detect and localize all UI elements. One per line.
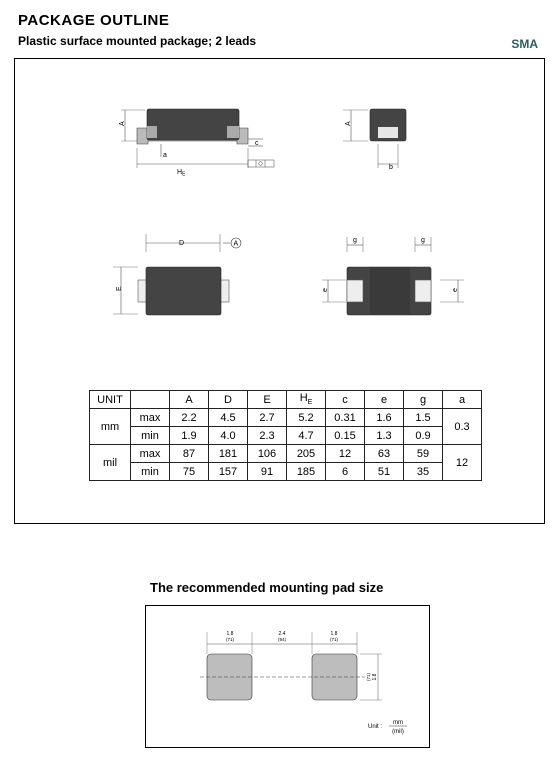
value-cell: 205 <box>287 445 326 463</box>
value-cell: 91 <box>248 463 287 481</box>
dim-left-mm: 1.8 <box>226 631 234 637</box>
value-cell: 2.2 <box>170 409 209 427</box>
label-E: E <box>116 286 123 291</box>
value-cell: 63 <box>365 445 404 463</box>
label-b: b <box>389 164 393 171</box>
label-D: D <box>179 240 185 247</box>
table-row <box>90 409 482 427</box>
unit-cell: mil <box>90 445 131 481</box>
dimension-table <box>89 390 482 481</box>
dim-right-mm: 1.8 <box>330 631 338 637</box>
value-cell: 59 <box>404 445 443 463</box>
value-cell: 1.9 <box>170 427 209 445</box>
pad-section-title: The recommended mounting pad size <box>150 580 384 595</box>
value-cell: 157 <box>209 463 248 481</box>
value-cell: 51 <box>365 463 404 481</box>
label-e-left: e <box>322 288 329 292</box>
value-cell: 4.5 <box>209 409 248 427</box>
table-row <box>90 427 482 445</box>
value-cell: 0.15 <box>326 427 365 445</box>
value-cell: 35 <box>404 463 443 481</box>
value-cell: 181 <box>209 445 248 463</box>
value-cell: 185 <box>287 463 326 481</box>
label-A: A <box>119 121 126 126</box>
header-cell: E <box>248 391 287 409</box>
a-cell: 12 <box>443 445 482 481</box>
value-cell: 87 <box>170 445 209 463</box>
value-cell: 1.3 <box>365 427 404 445</box>
value-cell: 4.0 <box>209 427 248 445</box>
value-cell: 6 <box>326 463 365 481</box>
header-cell: e <box>365 391 404 409</box>
label-A-end: A <box>345 121 352 126</box>
value-cell: 0.9 <box>404 427 443 445</box>
label-g-right: g <box>421 237 425 244</box>
top-view-drawing <box>110 232 260 322</box>
dim-height-mil: (71) <box>366 672 371 682</box>
dim-left-mil: (71) <box>225 637 235 642</box>
value-cell: 12 <box>326 445 365 463</box>
header-cell: D <box>209 391 248 409</box>
page-title: PACKAGE OUTLINE <box>18 12 170 29</box>
side-view-drawing <box>105 100 285 185</box>
bottom-view-drawing <box>318 232 468 322</box>
header-cell: a <box>443 391 482 409</box>
label-a: a <box>163 152 167 159</box>
value-cell: 1.5 <box>404 409 443 427</box>
value-cell: 5.2 <box>287 409 326 427</box>
header-cell: g <box>404 391 443 409</box>
value-cell: 106 <box>248 445 287 463</box>
header-cell <box>131 391 170 409</box>
page-subtitle: Plastic surface mounted package; 2 leads <box>18 34 257 48</box>
unit-label: Unit : <box>368 724 383 730</box>
unit-numerator: mm <box>393 720 403 726</box>
value-cell: 0.31 <box>326 409 365 427</box>
dim-gap-mm: 2.4 <box>278 631 286 637</box>
value-cell: 75 <box>170 463 209 481</box>
value-cell: 1.6 <box>365 409 404 427</box>
header-cell: A <box>170 391 209 409</box>
value-cell: 2.3 <box>248 427 287 445</box>
label-e-right: e <box>452 288 459 292</box>
header-cell: c <box>326 391 365 409</box>
package-code: SMA <box>511 37 538 51</box>
limit-cell: min <box>131 463 170 481</box>
unit-cell: mm <box>90 409 131 445</box>
dim-gap-mil: (94) <box>277 637 287 642</box>
table-row <box>90 445 482 463</box>
label-A-circle: A <box>233 240 239 248</box>
end-view-drawing <box>340 100 430 180</box>
pad-drawing <box>146 606 429 747</box>
header-cell: $H_E$ <box>287 391 326 409</box>
unit-denominator: (mil) <box>392 729 404 735</box>
a-cell: 0.3 <box>443 409 482 445</box>
value-cell: 4.7 <box>287 427 326 445</box>
limit-cell: max <box>131 409 170 427</box>
dim-right-mil: (71) <box>329 637 339 642</box>
dim-height-mm: 1.8 <box>372 673 378 681</box>
label-g-left: g <box>353 237 357 244</box>
label-He: $H_E$ <box>177 169 186 178</box>
label-c: c <box>255 140 259 147</box>
table-header-row <box>90 391 482 409</box>
value-cell: 2.7 <box>248 409 287 427</box>
header-cell: UNIT <box>90 391 131 409</box>
limit-cell: max <box>131 445 170 463</box>
limit-cell: min <box>131 427 170 445</box>
table-row <box>90 463 482 481</box>
